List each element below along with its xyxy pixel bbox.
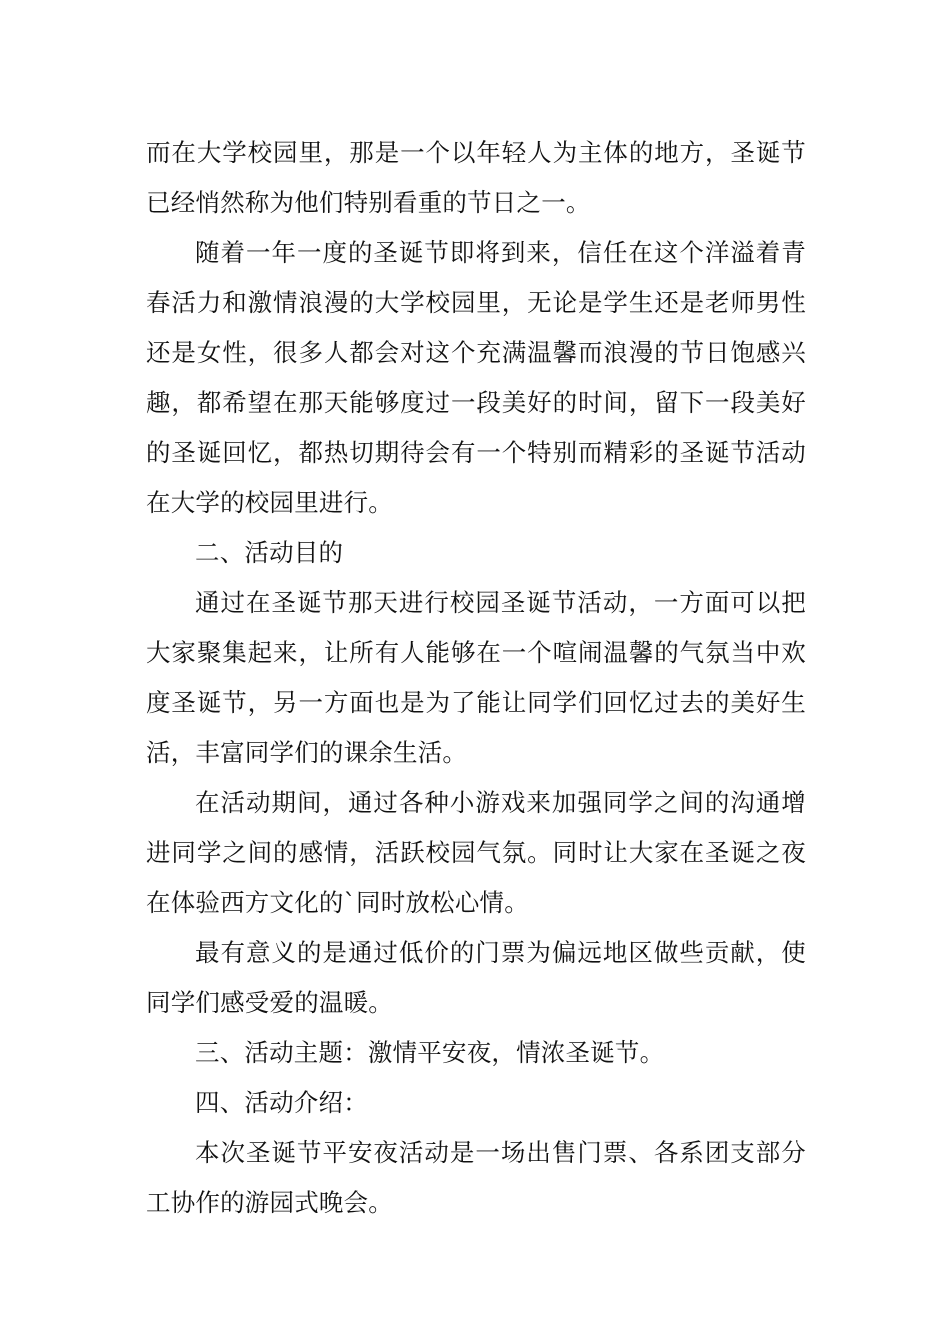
paragraph-background: 随着一年一度的圣诞节即将到来，信任在这个洋溢着青春活力和激情浪漫的大学校园里，无论是学生还是老师男性还是女性，很多人都会对这个充满温馨而浪漫的节日饱感兴趣，都希望在那天能够度过一段美好的时间，留下一段美好的圣诞回忆，都热切期待会有一个特别而精彩的圣诞节活动在大学的校园里进行。	[146, 238, 806, 517]
paragraph-purpose-2: 在活动期间，通过各种小游戏来加强同学之间的沟通增进同学之间的感情，活跃校园气氛。同时让大家在圣诞之夜在体验西方文化的`同时放松心情。	[146, 788, 806, 917]
section-heading-theme: 三、活动主题：激情平安夜，情浓圣诞节。	[195, 1038, 665, 1067]
paragraph-purpose-1: 通过在圣诞节那天进行校园圣诞节活动，一方面可以把大家聚集起来，让所有人能够在一个喧闹温馨的气氛当中欢度圣诞节，另一方面也是为了能让同学们回忆过去的美好生活，丰富同学们的课余生活。	[146, 588, 806, 767]
section-heading-purpose: 二、活动目的	[195, 538, 344, 567]
paragraph-purpose-3: 最有意义的是通过低价的门票为偏远地区做些贡献，使同学们感受爱的温暖。	[146, 938, 806, 1017]
paragraph-introduction: 本次圣诞节平安夜活动是一场出售门票、各系团支部分工协作的游园式晚会。	[146, 1138, 806, 1217]
document-body	[146, 128, 806, 1228]
paragraph-continuation: 而在大学校园里，那是一个以年轻人为主体的地方，圣诞节已经悄然称为他们特别看重的节日之一。	[146, 138, 806, 217]
section-heading-introduction: 四、活动介绍：	[195, 1088, 368, 1117]
